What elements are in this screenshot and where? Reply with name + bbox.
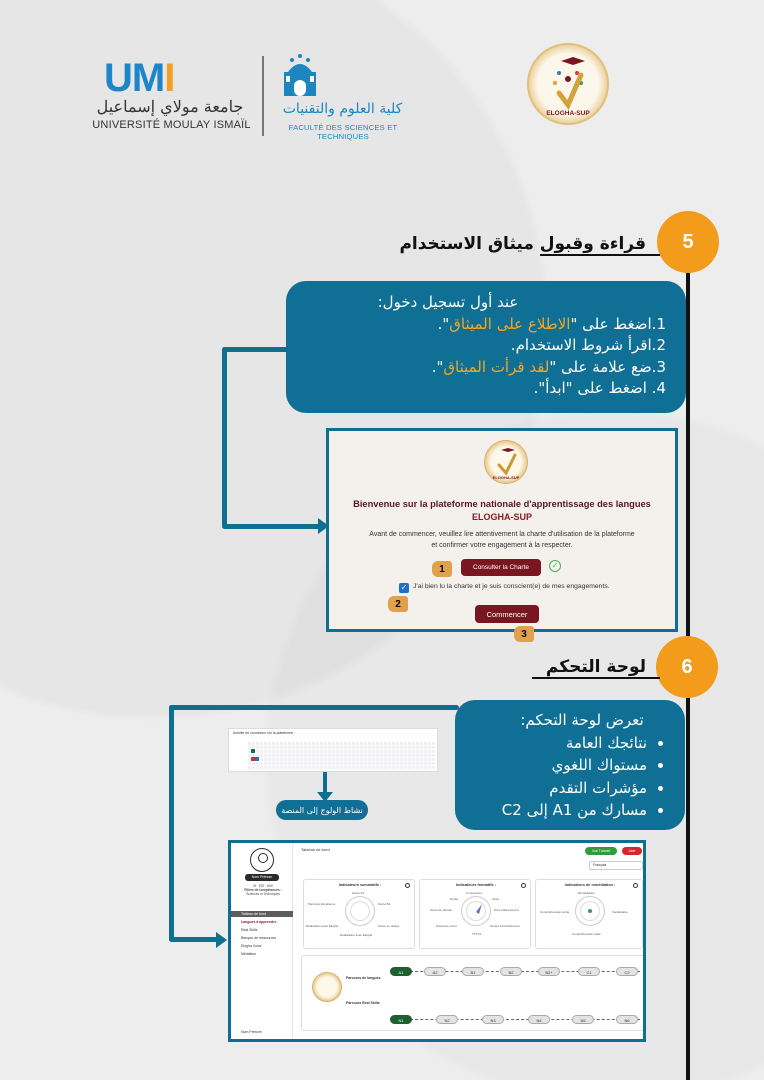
radar-label: Score B1 xyxy=(378,902,391,906)
step-6-title: لوحة التحكم xyxy=(545,657,646,677)
step-6-underline xyxy=(532,677,660,679)
charter-screen xyxy=(326,428,678,632)
radar-label: Compréhension écrite xyxy=(540,910,570,914)
arrow-right-icon xyxy=(216,932,227,948)
step-5-underline xyxy=(540,254,660,256)
radar-label: Score du dernier xyxy=(430,908,453,912)
sidebar-item-languages[interactable]: Langues à apprendre xyxy=(241,920,277,924)
faculty-name-arabic: كلية العلوم والتقنيات xyxy=(282,101,403,117)
radar-label: Tous traités leçons xyxy=(494,908,519,912)
level-node-b2plus[interactable]: B2+ xyxy=(538,967,560,976)
umi-logo: UMI xyxy=(104,56,175,100)
user-meta: M · ESI · UMI Filière de compétences : Sciences et Techniques xyxy=(244,884,282,896)
graduate-icon xyxy=(485,441,527,483)
step-6-intro: تعرض لوحة التحكم: xyxy=(520,711,644,729)
language-select[interactable]: Français xyxy=(589,861,643,870)
radar-label: Score A1 xyxy=(352,891,365,895)
summative-indicators-card xyxy=(303,879,415,949)
level-node-b2[interactable]: B2 xyxy=(500,967,522,976)
sidebar-footer-user[interactable]: Nom Prénom xyxy=(241,1030,262,1034)
pointing-hand-icon: 1 xyxy=(432,561,452,577)
dashboard-screen xyxy=(228,840,646,1042)
level-node-a1[interactable]: A1 xyxy=(390,967,412,976)
radar-label: Temps d'entraînement xyxy=(490,924,520,928)
radar-label: Parcours Excellence xyxy=(308,902,336,906)
sidebar-item-voice[interactable]: Elogha Voice xyxy=(241,944,262,948)
sidebar-item-real-skills[interactable]: Real Skills xyxy=(241,928,258,932)
skill-node-n5[interactable]: N5 xyxy=(572,1015,594,1024)
skills-track xyxy=(390,1019,640,1020)
radar-label: Vocabulaire xyxy=(612,910,628,914)
step-6-instructions xyxy=(455,700,685,830)
highlight-consult-charter: الاطلاع على الميثاق xyxy=(449,314,571,333)
list-item: • مؤشرات التقدم xyxy=(465,777,647,800)
step-5-line-3: 3.ضع علامة على "لقد قرأت الميثاق". xyxy=(431,357,666,376)
connector-5-top xyxy=(222,347,290,352)
step-5-instructions xyxy=(286,281,686,413)
radar-label: Réalisation avec Elogha xyxy=(340,933,373,937)
university-name-french: UNIVERSITÉ MOULAY ISMAÏL xyxy=(92,119,251,131)
connector-5-bottom xyxy=(222,524,322,529)
radar-label: Durée xyxy=(450,897,459,901)
card-title: Indicateurs de remédiation : xyxy=(564,883,616,887)
skill-node-n3[interactable]: N3 xyxy=(482,1015,504,1024)
dashboard-sidebar xyxy=(231,843,293,1039)
level-node-b1[interactable]: B1 xyxy=(462,967,484,976)
welcome-title: Bienvenue sur la plateforme nationale d'apprentissage des langues xyxy=(353,499,651,509)
faculty-name-french: FACULTÉ DES SCIENCES ET TECHNIQUES xyxy=(288,123,398,141)
step-5-line-2: 2.اقرأ شروط الاستخدام. xyxy=(510,336,666,354)
fst-building-logo xyxy=(274,50,326,102)
activity-heatmap xyxy=(228,728,438,772)
highlight-read-charter: لقد قرأت الميثاق xyxy=(443,357,550,376)
step-5-intro: عند أول تسجيل دخول: xyxy=(377,293,519,311)
step-5-line-1: 1.اضغط على "الاطلاع على الميثاق". xyxy=(437,314,666,333)
card-title: Indicateurs sommatifs : xyxy=(338,883,382,887)
remediation-indicators-card xyxy=(535,879,643,949)
list-item: • مسارك من A1 إلى C2 xyxy=(465,799,647,822)
pointing-hand-icon: 3 xyxy=(514,626,534,642)
skill-node-n4[interactable]: N4 xyxy=(528,1015,550,1024)
level-node-c1[interactable]: C1 xyxy=(578,967,600,976)
radar-label: TTS % xyxy=(472,932,482,936)
step-5-badge: 5 xyxy=(657,211,719,273)
connector-6-top xyxy=(169,705,459,710)
card-title: Indicateurs formatifs : xyxy=(456,883,496,887)
skills-path-label: Parcours Real Skills xyxy=(346,1001,380,1005)
dashboard-features-list xyxy=(465,732,669,822)
charter-checkbox[interactable]: ✓ xyxy=(400,583,408,592)
radar-label: Connexions xyxy=(466,891,482,895)
skill-node-n6[interactable]: N6 xyxy=(616,1015,638,1024)
list-item: • مستواك اللغوي xyxy=(465,754,647,777)
activity-label: نشاط الولوج إلى المنصة xyxy=(276,800,368,820)
tutorial-button[interactable]: Voir Tutoriel xyxy=(585,847,617,855)
elogha-sup-logo-text: ELOGHA-SUP xyxy=(546,110,590,117)
university-name-arabic: جامعة مولاي إسماعيل xyxy=(96,97,244,116)
elogha-sup-logo xyxy=(484,440,528,484)
skill-node-n2[interactable]: N2 xyxy=(436,1015,458,1024)
connector-6-bottom xyxy=(169,937,221,942)
connector-6 xyxy=(169,705,174,941)
activity-heatmap-grid xyxy=(247,741,435,769)
info-icon[interactable] xyxy=(405,883,410,888)
sidebar-item-mediation[interactable]: Médiation xyxy=(241,952,257,956)
skill-node-n1[interactable]: N1 xyxy=(390,1015,412,1024)
info-icon[interactable] xyxy=(521,883,526,888)
sidebar-item-dashboard[interactable]: Tableau de bord xyxy=(231,911,293,917)
list-item: • نتائجك العامة xyxy=(465,732,647,755)
consult-charter-button[interactable]: Consulter la Charte xyxy=(461,559,541,576)
radar-label: Score en classe xyxy=(378,924,400,928)
step-6-badge: 6 xyxy=(656,636,718,698)
language-path-label: Parcours de langues xyxy=(346,976,381,980)
level-node-a2[interactable]: A2 xyxy=(424,967,446,976)
step-5-title: قراءة وقبول ميثاق الاستخدام xyxy=(399,234,646,254)
activity-heatmap-title: Activité de connexion sur la plateforme : xyxy=(233,731,296,735)
header-divider xyxy=(262,56,264,136)
radar-label: Présence cours xyxy=(436,924,457,928)
activity-cell xyxy=(255,757,259,761)
check-circle-icon: ✓ xyxy=(549,560,561,572)
charter-checkbox-label: J'ai bien lu la charte et je suis conscient(e) de mes engagements. xyxy=(413,583,610,590)
radar-label: Remédiation xyxy=(578,891,595,895)
charter-description: Avant de commencer, veuillez lire attentivement la charte d'utilisation de la plateforme et confirmer votre engagement à la respecter. xyxy=(369,531,635,549)
radar-chart-inner xyxy=(350,901,370,921)
connector-5 xyxy=(222,347,227,527)
start-button[interactable]: Commencer xyxy=(475,605,539,623)
user-name: Nom Prénom xyxy=(245,874,279,881)
radar-shape xyxy=(460,896,492,928)
brand-name: ELOGHA-SUP xyxy=(471,512,532,522)
avatar[interactable] xyxy=(250,848,274,872)
pointing-hand-icon: 2 xyxy=(388,596,408,612)
step-5-line-4: 4. اضغط على "ابدأ". xyxy=(533,379,666,397)
info-icon[interactable] xyxy=(633,883,638,888)
svg-text:ELOGHA-SUP: ELOGHA-SUP xyxy=(492,475,520,480)
radar-label: Compréhension orale xyxy=(572,932,601,936)
help-button[interactable]: Aide xyxy=(622,847,642,855)
learning-path-panel xyxy=(301,955,645,1031)
radar-point xyxy=(588,909,592,913)
formative-indicators-card xyxy=(419,879,531,949)
level-node-c2[interactable]: C2 xyxy=(616,967,638,976)
activity-cell xyxy=(251,749,255,753)
page-title: Tableau de bord xyxy=(301,847,330,852)
elogha-sup-logo xyxy=(312,972,342,1002)
sidebar-item-resources[interactable]: Banque de ressources xyxy=(241,936,277,940)
radar-label: Réalisation avec Elogha xyxy=(306,924,339,928)
radar-label: Tests xyxy=(492,897,500,901)
